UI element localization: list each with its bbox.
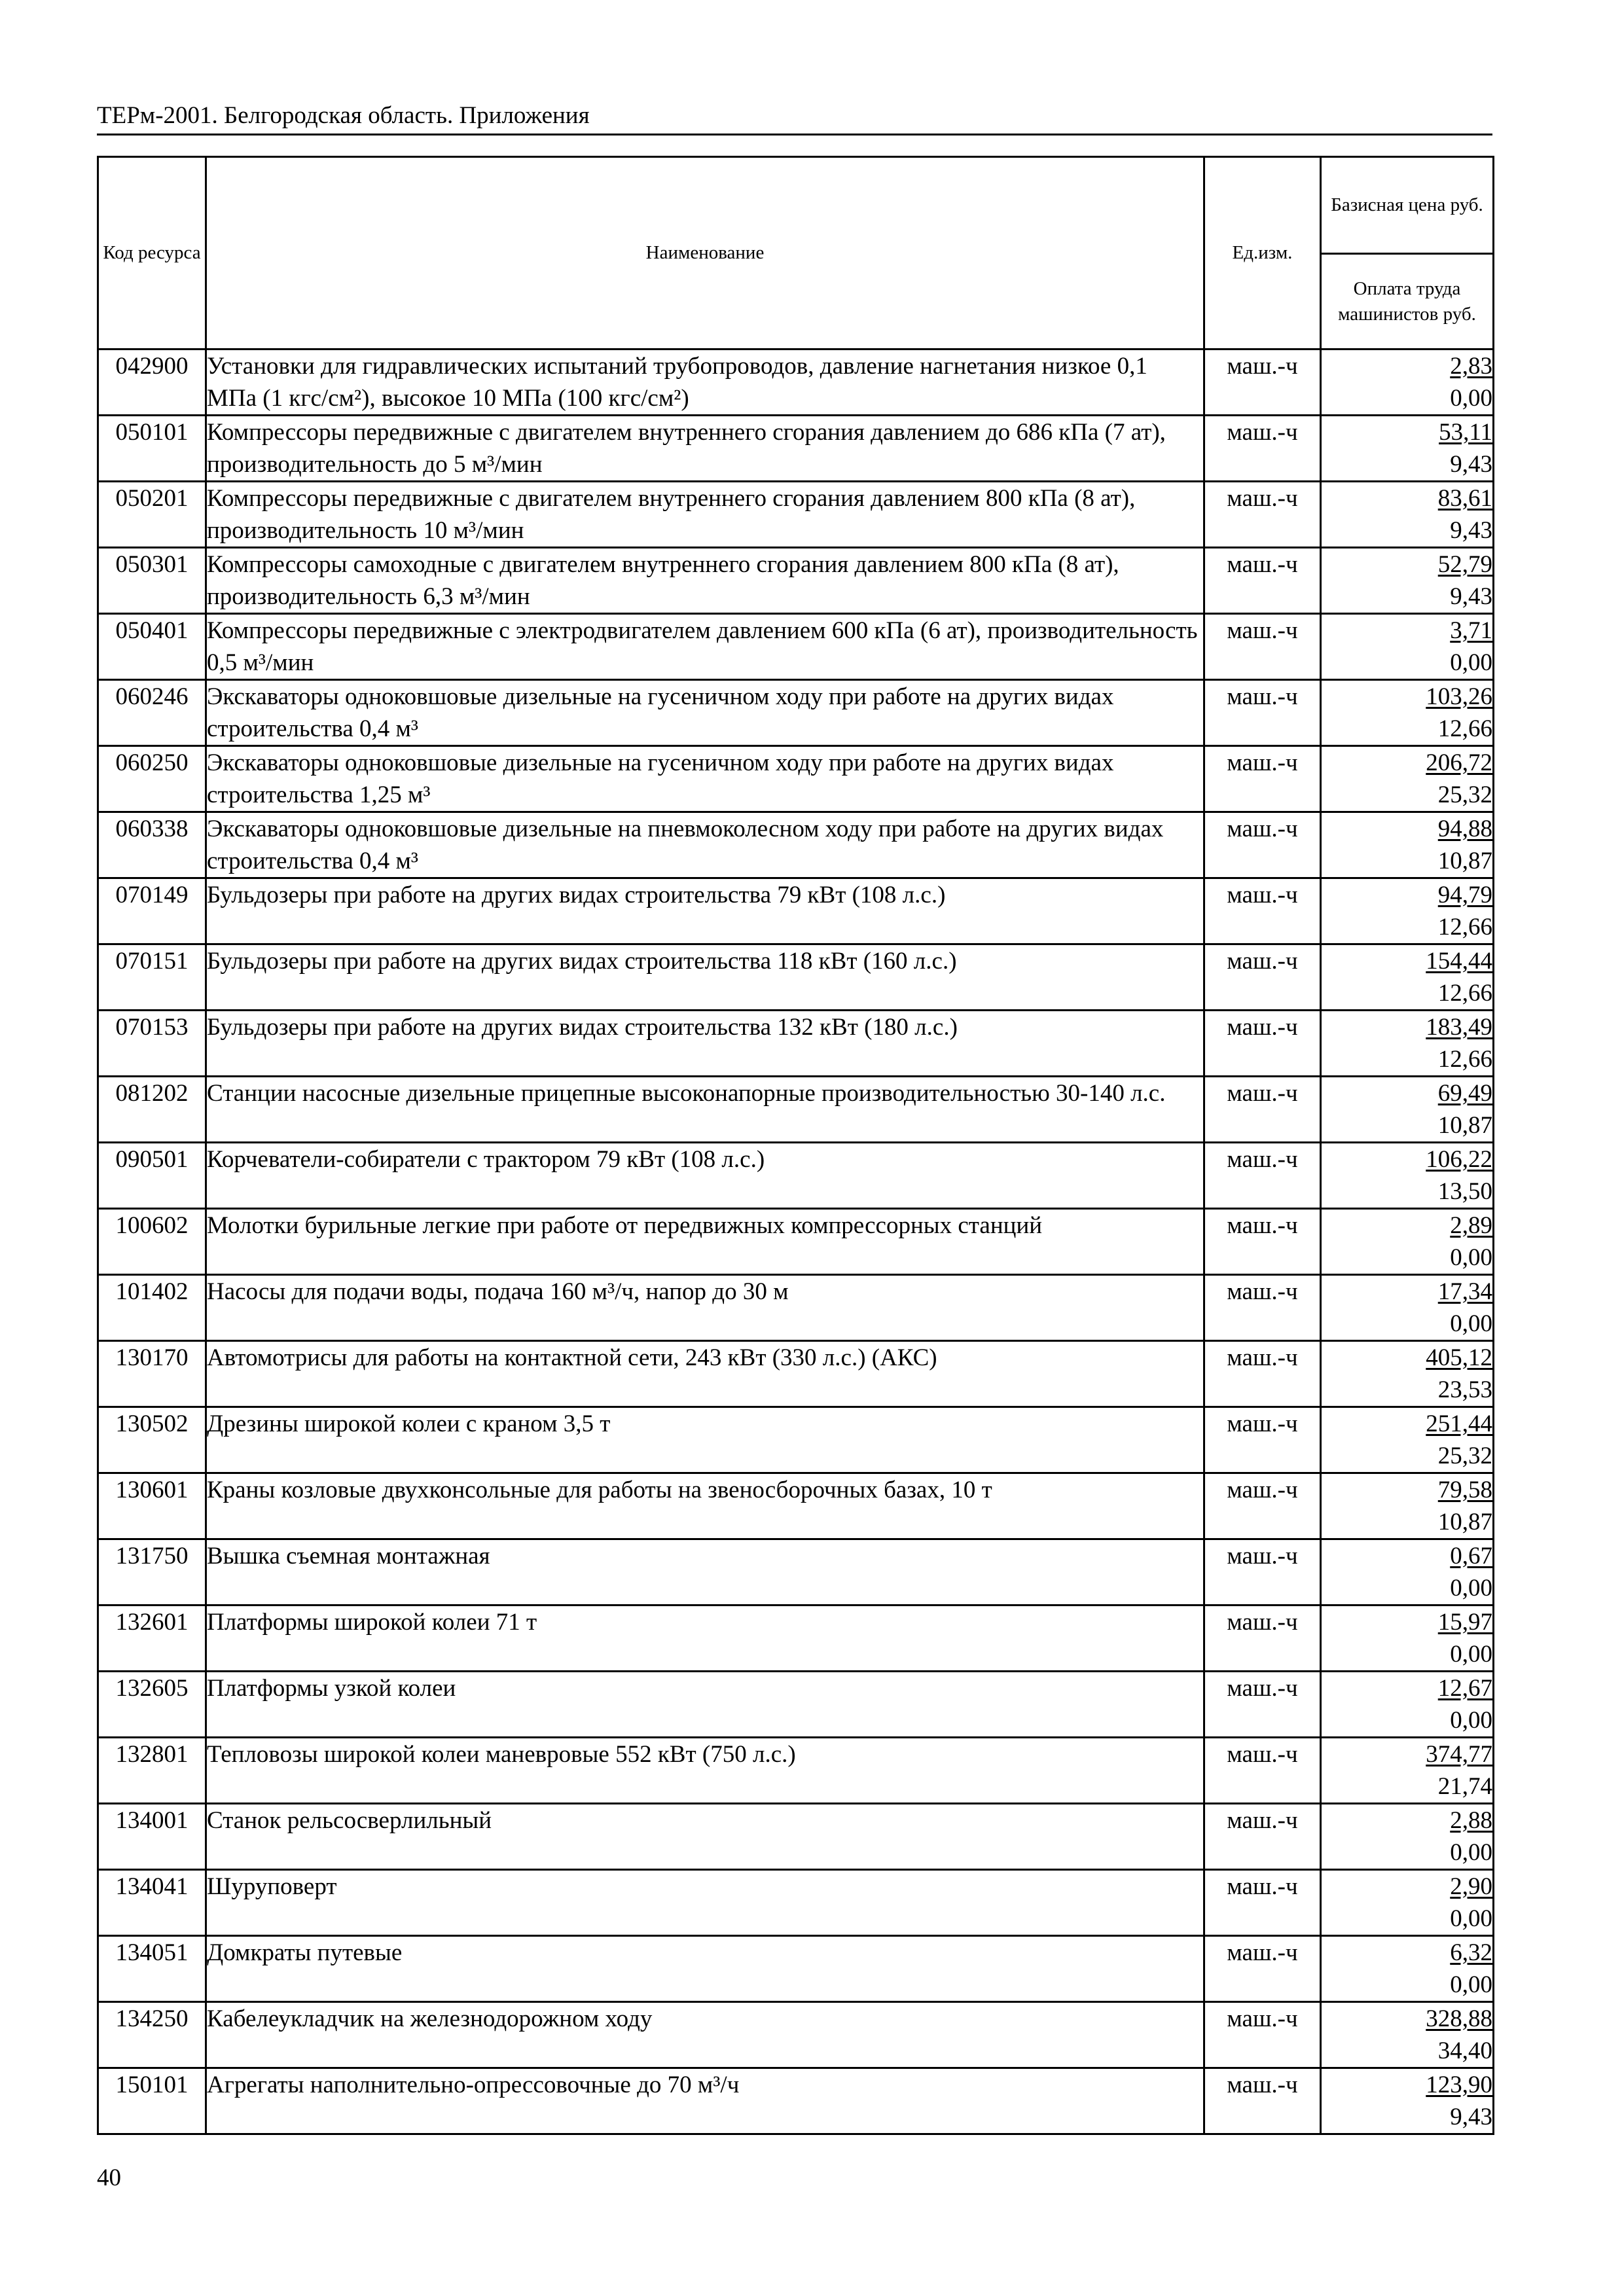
table-row [98,614,1494,680]
resource-name: Бульдозеры при работе на других видах строительства 132 кВт (180 л.с.) [206,1011,1204,1077]
resource-unit: маш.-ч [1204,1143,1321,1209]
resource-code: 134250 [98,2002,206,2068]
table-row [98,2068,1494,2134]
operator-wage: 12,66 [1437,1046,1492,1073]
table-row [98,350,1494,416]
page-header [97,98,1492,135]
operator-wage: 9,43 [1450,2104,1492,2130]
table-row [98,482,1494,548]
operator-wage: 25,32 [1437,1443,1492,1469]
resource-code: 134001 [98,1804,206,1870]
operator-wage: 12,66 [1437,980,1492,1007]
table-row [98,416,1494,482]
resource-unit: маш.-ч [1204,1672,1321,1738]
resource-unit: маш.-ч [1204,746,1321,812]
price-cell [1321,680,1494,746]
resource-unit: маш.-ч [1204,482,1321,548]
col-header-unit: Ед.изм. [1204,157,1321,350]
price-cell [1321,350,1494,416]
price-cell [1321,1407,1494,1473]
resource-name: Экскаваторы одноковшовые дизельные на гусеничном ходу при работе на других видах строительства 0,4 м³ [206,680,1204,746]
operator-wage: 12,66 [1437,914,1492,941]
base-price: 6,32 [1450,1939,1492,1966]
resource-unit: маш.-ч [1204,1011,1321,1077]
resource-code: 130502 [98,1407,206,1473]
resource-unit: маш.-ч [1204,1738,1321,1804]
price-cell [1321,1738,1494,1804]
resource-unit: маш.-ч [1204,812,1321,878]
price-cell [1321,1143,1494,1209]
resource-name: Дрезины широкой колеи с краном 3,5 т [206,1407,1204,1473]
price-cell [1321,944,1494,1011]
resource-code: 130170 [98,1341,206,1407]
col-header-wage: Оплата труда машинистов руб. [1321,254,1494,350]
resource-code: 050201 [98,482,206,548]
table-row [98,1539,1494,1605]
operator-wage: 0,00 [1450,1310,1492,1337]
resource-code: 060246 [98,680,206,746]
resource-name: Домкраты путевые [206,1936,1204,2002]
col-header-price: Базисная цена руб. [1321,157,1494,254]
resource-code: 070149 [98,878,206,944]
resource-name: Автомотрисы для работы на контактной сети, 243 кВт (330 л.с.) (АКС) [206,1341,1204,1407]
base-price: 2,88 [1450,1807,1492,1834]
resource-code: 101402 [98,1275,206,1341]
operator-wage: 23,53 [1437,1376,1492,1403]
base-price: 0,67 [1450,1543,1492,1570]
resource-name: Экскаваторы одноковшовые дизельные на пневмоколесном ходу при работе на других видах строительства 0,4 м³ [206,812,1204,878]
resource-unit: маш.-ч [1204,1539,1321,1605]
resource-name: Компрессоры передвижные с электродвигателем давлением 600 кПа (6 ат), производительность 0,5 м³/мин [206,614,1204,680]
resource-name: Бульдозеры при работе на других видах строительства 79 кВт (108 л.с.) [206,878,1204,944]
table-header [98,157,1494,350]
price-cell [1321,1275,1494,1341]
resource-code: 050301 [98,548,206,614]
resource-name: Насосы для подачи воды, подача 160 м³/ч, напор до 30 м [206,1275,1204,1341]
base-price: 12,67 [1437,1675,1492,1702]
operator-wage: 10,87 [1437,848,1492,874]
base-price: 374,77 [1426,1741,1492,1768]
base-price: 206,72 [1426,749,1492,776]
operator-wage: 0,00 [1450,649,1492,676]
operator-wage: 25,32 [1437,781,1492,808]
base-price: 328,88 [1426,2005,1492,2032]
resource-code: 150101 [98,2068,206,2134]
resource-unit: маш.-ч [1204,1077,1321,1143]
resource-unit: маш.-ч [1204,614,1321,680]
operator-wage: 0,00 [1450,1707,1492,1734]
table-row [98,944,1494,1011]
resource-code: 081202 [98,1077,206,1143]
operator-wage: 34,40 [1437,2037,1492,2064]
price-cell [1321,1605,1494,1672]
table-row [98,878,1494,944]
resource-code: 134051 [98,1936,206,2002]
table-row [98,2002,1494,2068]
resource-code: 060338 [98,812,206,878]
base-price: 2,90 [1450,1873,1492,1900]
resource-unit: маш.-ч [1204,1341,1321,1407]
operator-wage: 12,66 [1437,715,1492,742]
page-header-title: ТЕРм-2001. Белгородская область. Приложения [97,102,590,129]
resource-name: Кабелеукладчик на железнодорожном ходу [206,2002,1204,2068]
col-header-name: Наименование [206,157,1204,350]
base-price: 17,34 [1437,1278,1492,1305]
resource-code: 132601 [98,1605,206,1672]
price-cell [1321,1341,1494,1407]
resource-name: Агрегаты наполнительно-опрессовочные до 70 м³/ч [206,2068,1204,2134]
operator-wage: 10,87 [1437,1112,1492,1139]
base-price: 94,79 [1437,882,1492,908]
operator-wage: 0,00 [1450,1641,1492,1668]
table-row [98,1605,1494,1672]
col-header-code: Код ресурса [98,157,206,350]
price-cell [1321,1539,1494,1605]
resource-code: 132801 [98,1738,206,1804]
base-price: 52,79 [1437,551,1492,578]
table-row [98,1870,1494,1936]
base-price: 405,12 [1426,1344,1492,1371]
resource-name: Экскаваторы одноковшовые дизельные на гусеничном ходу при работе на других видах строительства 1,25 м³ [206,746,1204,812]
table-row [98,1936,1494,2002]
resource-code: 042900 [98,350,206,416]
resource-unit: маш.-ч [1204,1804,1321,1870]
table-row [98,548,1494,614]
resource-code: 130601 [98,1473,206,1539]
base-price: 2,83 [1450,353,1492,380]
price-cell [1321,548,1494,614]
operator-wage: 0,00 [1450,1839,1492,1866]
resource-unit: маш.-ч [1204,2002,1321,2068]
price-cell [1321,746,1494,812]
resource-code: 134041 [98,1870,206,1936]
operator-wage: 9,43 [1450,517,1492,544]
table-row [98,1341,1494,1407]
resource-unit: маш.-ч [1204,1605,1321,1672]
resource-name: Вышка съемная монтажная [206,1539,1204,1605]
table-row [98,1804,1494,1870]
table-row [98,1077,1494,1143]
resource-unit: маш.-ч [1204,680,1321,746]
resource-name: Станок рельсосверлильный [206,1804,1204,1870]
resource-name: Станции насосные дизельные прицепные высоконапорные производительностью 30-140 л.с. [206,1077,1204,1143]
resource-unit: маш.-ч [1204,1275,1321,1341]
price-cell [1321,482,1494,548]
table-row [98,1143,1494,1209]
operator-wage: 13,50 [1437,1178,1492,1205]
resource-unit: маш.-ч [1204,1473,1321,1539]
resource-code: 070153 [98,1011,206,1077]
resource-code: 090501 [98,1143,206,1209]
table-row [98,1011,1494,1077]
resource-name: Бульдозеры при работе на других видах строительства 118 кВт (160 л.с.) [206,944,1204,1011]
resource-code: 050401 [98,614,206,680]
price-cell [1321,1209,1494,1275]
base-price: 183,49 [1426,1014,1492,1041]
operator-wage: 9,43 [1450,583,1492,610]
table-row [98,812,1494,878]
resource-unit: маш.-ч [1204,2068,1321,2134]
base-price: 154,44 [1426,948,1492,975]
resource-name: Платформы широкой колеи 71 т [206,1605,1204,1672]
resource-name: Тепловозы широкой колеи маневровые 552 кВт (750 л.с.) [206,1738,1204,1804]
base-price: 251,44 [1426,1410,1492,1437]
resource-code: 132605 [98,1672,206,1738]
resources-table [97,156,1494,2135]
table-row [98,1209,1494,1275]
price-cell [1321,1473,1494,1539]
base-price: 106,22 [1426,1146,1492,1173]
base-price: 83,61 [1437,485,1492,512]
resource-name: Компрессоры передвижные с двигателем внутреннего сгорания давлением 800 кПа (8 ат), производительность 10 м³/мин [206,482,1204,548]
resource-unit: маш.-ч [1204,1936,1321,2002]
table-row [98,680,1494,746]
resource-name: Платформы узкой колеи [206,1672,1204,1738]
resource-unit: маш.-ч [1204,878,1321,944]
price-cell [1321,812,1494,878]
operator-wage: 9,43 [1450,451,1492,478]
base-price: 123,90 [1426,2072,1492,2098]
table-row [98,746,1494,812]
operator-wage: 0,00 [1450,1244,1492,1271]
base-price: 3,71 [1450,617,1492,644]
operator-wage: 10,87 [1437,1509,1492,1535]
page-number: 40 [97,2164,121,2191]
price-cell [1321,2068,1494,2134]
operator-wage: 0,00 [1450,1971,1492,1998]
base-price: 94,88 [1437,816,1492,842]
price-cell [1321,416,1494,482]
table-row [98,1407,1494,1473]
resource-unit: маш.-ч [1204,944,1321,1011]
table-body [98,350,1494,2134]
resource-name: Компрессоры самоходные с двигателем внутреннего сгорания давлением 800 кПа (8 ат), производительность 6,3 м³/мин [206,548,1204,614]
base-price: 69,49 [1437,1080,1492,1107]
resource-name: Компрессоры передвижные с двигателем внутреннего сгорания давлением до 686 кПа (7 ат), производительность до 5 м³/мин [206,416,1204,482]
resource-name: Шуруповерт [206,1870,1204,1936]
table-row [98,1672,1494,1738]
table-row [98,1473,1494,1539]
base-price: 15,97 [1437,1609,1492,1636]
resource-unit: маш.-ч [1204,1407,1321,1473]
operator-wage: 0,00 [1450,1905,1492,1932]
resource-code: 060250 [98,746,206,812]
price-cell [1321,878,1494,944]
price-cell [1321,2002,1494,2068]
price-cell [1321,1077,1494,1143]
table-row [98,1275,1494,1341]
base-price: 53,11 [1439,419,1492,446]
operator-wage: 21,74 [1437,1773,1492,1800]
resource-unit: маш.-ч [1204,1870,1321,1936]
price-cell [1321,1672,1494,1738]
resource-code: 100602 [98,1209,206,1275]
resource-name: Молотки бурильные легкие при работе от передвижных компрессорных станций [206,1209,1204,1275]
price-cell [1321,1870,1494,1936]
base-price: 2,89 [1450,1212,1492,1239]
resource-code: 070151 [98,944,206,1011]
price-cell [1321,1936,1494,2002]
base-price: 79,58 [1437,1477,1492,1503]
price-cell [1321,1011,1494,1077]
resource-name: Корчеватели-собиратели с трактором 79 кВт (108 л.с.) [206,1143,1204,1209]
price-cell [1321,1804,1494,1870]
resource-name: Установки для гидравлических испытаний трубопроводов, давление нагнетания низкое 0,1 МПа (1 кгс/см²), высокое 10 МПа (100 кгс/см²) [206,350,1204,416]
resource-unit: маш.-ч [1204,350,1321,416]
base-price: 103,26 [1426,683,1492,710]
resource-unit: маш.-ч [1204,548,1321,614]
operator-wage: 0,00 [1450,385,1492,412]
price-cell [1321,614,1494,680]
resource-code: 131750 [98,1539,206,1605]
resource-unit: маш.-ч [1204,416,1321,482]
resource-name: Краны козловые двухконсольные для работы на звеносборочных базах, 10 т [206,1473,1204,1539]
operator-wage: 0,00 [1450,1575,1492,1602]
table-row [98,1738,1494,1804]
resource-unit: маш.-ч [1204,1209,1321,1275]
resource-code: 050101 [98,416,206,482]
